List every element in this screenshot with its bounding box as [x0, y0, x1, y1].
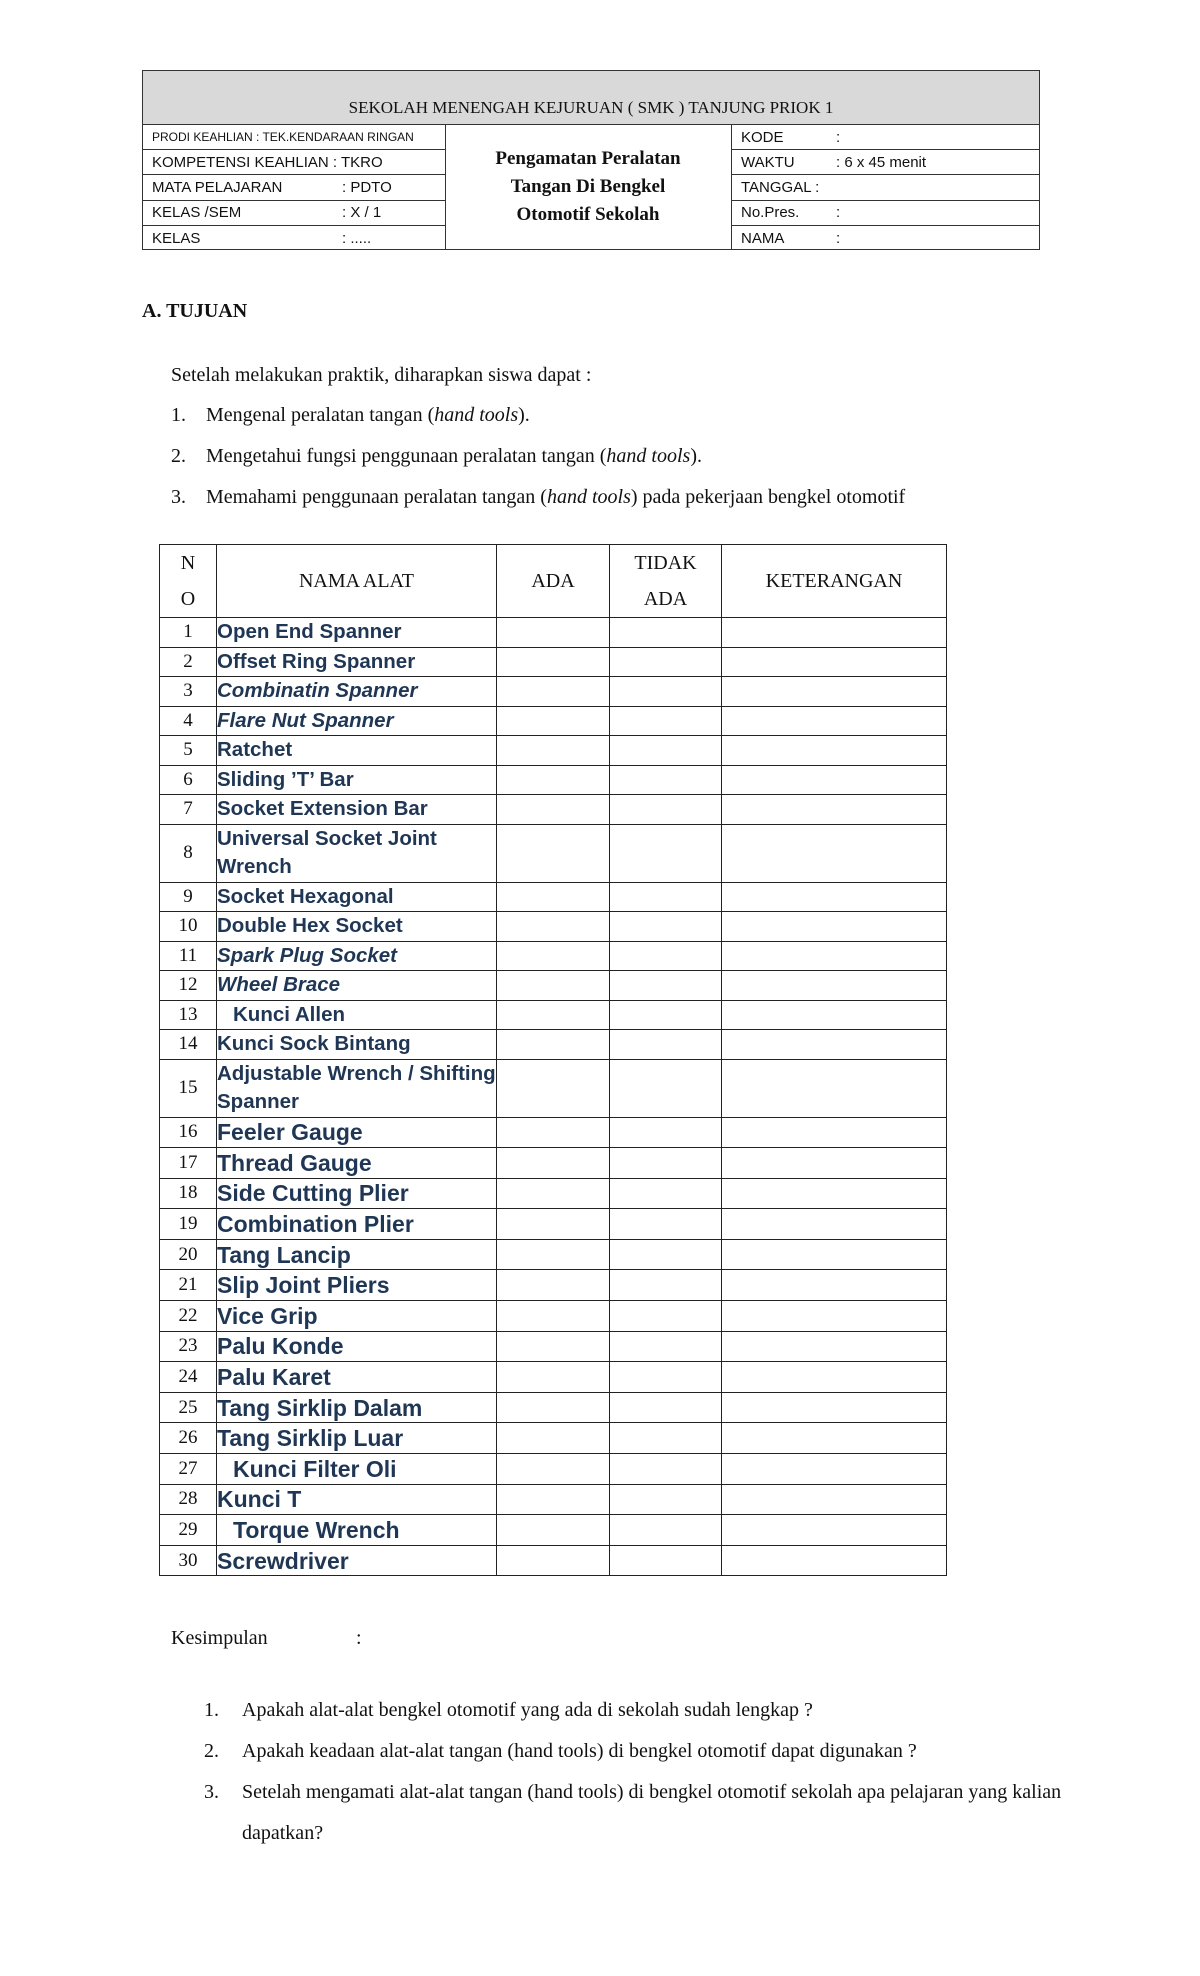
title-line: Pengamatan Peralatan	[495, 148, 681, 169]
tools-table-body	[160, 618, 947, 1576]
header-text: O	[180, 588, 196, 610]
table-row	[160, 1545, 947, 1576]
row-number: 28	[160, 1484, 217, 1515]
header-row-kelas	[143, 226, 445, 251]
keterangan-cell	[722, 736, 947, 766]
ada-cell	[497, 1148, 610, 1179]
question-text: Apakah alat-alat bengkel otomotif yang ada di sekolah sudah lengkap ?	[242, 1699, 813, 1721]
row-number: 16	[160, 1117, 217, 1148]
keterangan-cell	[722, 1331, 947, 1362]
header-key: KELAS	[152, 229, 201, 247]
ada-cell	[497, 1270, 610, 1301]
row-number: 21	[160, 1270, 217, 1301]
objectives-list	[171, 404, 905, 527]
table-row	[160, 1148, 947, 1179]
list-number: 3.	[204, 1781, 219, 1803]
keterangan-cell	[722, 706, 947, 736]
header-value: :	[836, 128, 841, 146]
list-number: 3.	[171, 486, 186, 508]
table-row	[160, 1178, 947, 1209]
row-number: 22	[160, 1301, 217, 1332]
tool-name: Combinatin Spanner	[217, 677, 497, 707]
list-item	[171, 486, 905, 527]
objective-emphasis: hand tools	[546, 486, 631, 508]
tidak-ada-cell	[610, 1515, 722, 1546]
tidak-ada-cell	[610, 677, 722, 707]
ada-cell	[497, 618, 610, 648]
table-row	[160, 1515, 947, 1546]
table-row	[160, 1362, 947, 1393]
row-number: 2	[160, 647, 217, 677]
tool-name: Flare Nut Spanner	[217, 706, 497, 736]
keterangan-cell	[722, 1148, 947, 1179]
tool-name: Kunci T	[217, 1484, 497, 1515]
objective-text: Memahami penggunaan peralatan tangan (	[206, 486, 547, 508]
tidak-ada-cell	[610, 1392, 722, 1423]
keterangan-cell	[722, 1545, 947, 1576]
tidak-ada-cell	[610, 1545, 722, 1576]
keterangan-cell	[722, 1178, 947, 1209]
header-value: : X / 1	[342, 204, 382, 222]
tidak-ada-cell	[610, 647, 722, 677]
row-number: 20	[160, 1239, 217, 1270]
header-row-tanggal	[732, 175, 1039, 200]
table-row	[160, 1209, 947, 1240]
ada-cell	[497, 1209, 610, 1240]
objective-text: Mengetahui fungsi penggunaan peralatan tangan (	[206, 445, 607, 467]
tool-name: Open End Spanner	[217, 618, 497, 648]
ada-cell	[497, 882, 610, 912]
ada-cell	[497, 647, 610, 677]
keterangan-cell	[722, 1301, 947, 1332]
tool-name: Wheel Brace	[217, 971, 497, 1001]
ada-cell	[497, 1059, 610, 1117]
ada-cell	[497, 765, 610, 795]
row-number: 5	[160, 736, 217, 766]
keterangan-cell	[722, 1270, 947, 1301]
tidak-ada-cell	[610, 795, 722, 825]
tool-name: Slip Joint Pliers	[217, 1270, 497, 1301]
tidak-ada-cell	[610, 1301, 722, 1332]
ada-cell	[497, 1331, 610, 1362]
tool-name: Spark Plug Socket	[217, 941, 497, 971]
tidak-ada-cell	[610, 912, 722, 942]
header-row-kompetensi	[143, 150, 445, 175]
ada-cell	[497, 706, 610, 736]
tidak-ada-cell	[610, 736, 722, 766]
table-row	[160, 1270, 947, 1301]
tool-name: Kunci Sock Bintang	[217, 1030, 497, 1060]
table-row	[160, 1454, 947, 1485]
tidak-ada-cell	[610, 1362, 722, 1393]
header-key: TANGGAL :	[741, 178, 820, 196]
tool-name: Combination Plier	[217, 1209, 497, 1240]
tidak-ada-cell	[610, 1117, 722, 1148]
keterangan-cell	[722, 1362, 947, 1393]
table-row	[160, 1117, 947, 1148]
keterangan-cell	[722, 941, 947, 971]
tool-name: Screwdriver	[217, 1545, 497, 1576]
header-key: PRODI KEAHLIAN : TEK.KENDARAAN RINGAN	[152, 130, 414, 145]
row-number: 12	[160, 971, 217, 1001]
list-item	[171, 445, 905, 486]
tidak-ada-cell	[610, 941, 722, 971]
keterangan-cell	[722, 1030, 947, 1060]
table-header-row	[160, 545, 947, 618]
ada-cell	[497, 1484, 610, 1515]
tool-name: Palu Karet	[217, 1362, 497, 1393]
conclusion-colon: :	[356, 1627, 362, 1649]
keterangan-cell	[722, 971, 947, 1001]
tidak-ada-cell	[610, 1331, 722, 1362]
row-number: 23	[160, 1331, 217, 1362]
header-value: :	[836, 229, 841, 247]
keterangan-cell	[722, 1392, 947, 1423]
col-header-no	[160, 545, 217, 618]
keterangan-cell	[722, 1239, 947, 1270]
tool-name: Double Hex Socket	[217, 912, 497, 942]
header-row-kelas-sem	[143, 201, 445, 226]
table-row	[160, 1301, 947, 1332]
ada-cell	[497, 1239, 610, 1270]
list-item	[204, 1690, 1102, 1731]
row-number: 9	[160, 882, 217, 912]
row-number: 6	[160, 765, 217, 795]
ada-cell	[497, 1117, 610, 1148]
keterangan-cell	[722, 618, 947, 648]
keterangan-cell	[722, 677, 947, 707]
tidak-ada-cell	[610, 1454, 722, 1485]
header-row-mata-pelajaran	[143, 175, 445, 200]
tool-name: Socket Extension Bar	[217, 795, 497, 825]
col-header-keterangan: KETERANGAN	[722, 545, 947, 618]
header-text: ADA	[643, 588, 688, 610]
tidak-ada-cell	[610, 1000, 722, 1030]
title-line: Otomotif Sekolah	[516, 204, 660, 225]
tools-table	[159, 544, 947, 1576]
tidak-ada-cell	[610, 1030, 722, 1060]
tool-name: Kunci Filter Oli	[217, 1454, 497, 1485]
header-box	[142, 70, 1040, 250]
keterangan-cell	[722, 1484, 947, 1515]
tidak-ada-cell	[610, 1239, 722, 1270]
keterangan-cell	[722, 1000, 947, 1030]
row-number: 8	[160, 824, 217, 882]
ada-cell	[497, 1030, 610, 1060]
tidak-ada-cell	[610, 1059, 722, 1117]
row-number: 26	[160, 1423, 217, 1454]
row-number: 4	[160, 706, 217, 736]
ada-cell	[497, 1392, 610, 1423]
row-number: 18	[160, 1178, 217, 1209]
col-header-name: NAMA ALAT	[217, 545, 497, 618]
ada-cell	[497, 971, 610, 1001]
tool-name: Tang Sirklip Dalam	[217, 1392, 497, 1423]
objective-emphasis: hand tools	[606, 445, 691, 467]
row-number: 3	[160, 677, 217, 707]
header-row-no-pres	[732, 201, 1039, 226]
question-text: Apakah keadaan alat-alat tangan (hand tools) di bengkel otomotif dapat digunakan ?	[242, 1740, 917, 1762]
row-number: 1	[160, 618, 217, 648]
list-number: 1.	[171, 404, 186, 426]
tool-name: Kunci Allen	[217, 1000, 497, 1030]
table-row	[160, 941, 947, 971]
tool-name: Adjustable Wrench / Shifting Spanner	[217, 1059, 497, 1117]
list-number: 1.	[204, 1699, 219, 1721]
header-left-info	[143, 125, 446, 249]
table-row	[160, 765, 947, 795]
tidak-ada-cell	[610, 706, 722, 736]
row-number: 14	[160, 1030, 217, 1060]
keterangan-cell	[722, 1209, 947, 1240]
keterangan-cell	[722, 1117, 947, 1148]
tool-name: Feeler Gauge	[217, 1117, 497, 1148]
list-item	[171, 404, 905, 445]
table-row	[160, 736, 947, 766]
ada-cell	[497, 677, 610, 707]
conclusion-questions	[204, 1690, 1102, 1854]
header-value: : .....	[342, 229, 372, 247]
keterangan-cell	[722, 824, 947, 882]
ada-cell	[497, 1545, 610, 1576]
table-row	[160, 1000, 947, 1030]
header-key: KOMPETENSI KEAHLIAN : TKRO	[152, 153, 383, 171]
ada-cell	[497, 1301, 610, 1332]
header-row-nama	[732, 226, 1039, 251]
table-row	[160, 1030, 947, 1060]
table-row	[160, 677, 947, 707]
table-row	[160, 1239, 947, 1270]
ada-cell	[497, 1178, 610, 1209]
col-header-ada: ADA	[497, 545, 610, 618]
keterangan-cell	[722, 1454, 947, 1485]
ada-cell	[497, 736, 610, 766]
table-row	[160, 1392, 947, 1423]
tool-name: Socket Hexagonal	[217, 882, 497, 912]
table-row	[160, 1423, 947, 1454]
row-number: 17	[160, 1148, 217, 1179]
tool-name: Vice Grip	[217, 1301, 497, 1332]
keterangan-cell	[722, 765, 947, 795]
tidak-ada-cell	[610, 1148, 722, 1179]
keterangan-cell	[722, 882, 947, 912]
row-number: 29	[160, 1515, 217, 1546]
table-row	[160, 795, 947, 825]
tidak-ada-cell	[610, 1270, 722, 1301]
section-title: A. TUJUAN	[142, 300, 248, 322]
keterangan-cell	[722, 1515, 947, 1546]
header-text: TIDAK	[634, 552, 697, 574]
question-text: Setelah mengamati alat-alat tangan (hand tools) di bengkel otomotif sekolah apa pelajaran yang kalian dapatkan?	[242, 1781, 1062, 1844]
row-number: 25	[160, 1392, 217, 1423]
table-row	[160, 1059, 947, 1117]
header-right-info	[731, 125, 1039, 249]
list-number: 2.	[171, 445, 186, 467]
header-key: MATA PELAJARAN	[152, 178, 283, 196]
keterangan-cell	[722, 912, 947, 942]
tool-name: Thread Gauge	[217, 1148, 497, 1179]
row-number: 13	[160, 1000, 217, 1030]
keterangan-cell	[722, 795, 947, 825]
header-row-prodi	[143, 125, 445, 150]
header-row-kode	[732, 125, 1039, 150]
tidak-ada-cell	[610, 765, 722, 795]
tool-name: Ratchet	[217, 736, 497, 766]
header-key: No.Pres.	[741, 204, 800, 222]
ada-cell	[497, 1000, 610, 1030]
row-number: 30	[160, 1545, 217, 1576]
tidak-ada-cell	[610, 1178, 722, 1209]
list-item	[204, 1731, 1102, 1772]
ada-cell	[497, 1362, 610, 1393]
tidak-ada-cell	[610, 971, 722, 1001]
header-key: KODE	[741, 128, 784, 146]
objective-text: ).	[690, 445, 702, 467]
ada-cell	[497, 912, 610, 942]
header-value: : PDTO	[342, 178, 392, 196]
header-key: WAKTU	[741, 153, 795, 171]
header-key: NAMA	[741, 229, 785, 247]
table-row	[160, 824, 947, 882]
table-row	[160, 882, 947, 912]
ada-cell	[497, 795, 610, 825]
school-name: SEKOLAH MENENGAH KEJURUAN ( SMK ) TANJUNG PRIOK 1	[143, 71, 1039, 125]
header-key: KELAS /SEM	[152, 204, 242, 222]
title-line: Tangan Di Bengkel	[510, 176, 666, 197]
table-row	[160, 912, 947, 942]
keterangan-cell	[722, 647, 947, 677]
tidak-ada-cell	[610, 824, 722, 882]
objective-text: Mengenal peralatan tangan (	[206, 404, 435, 426]
tidak-ada-cell	[610, 1209, 722, 1240]
section-intro: Setelah melakukan praktik, diharapkan siswa dapat :	[171, 364, 592, 386]
keterangan-cell	[722, 1423, 947, 1454]
tidak-ada-cell	[610, 1484, 722, 1515]
table-row	[160, 647, 947, 677]
col-header-tidak-ada	[610, 545, 722, 618]
tool-name: Sliding ’T’ Bar	[217, 765, 497, 795]
tool-name: Tang Sirklip Luar	[217, 1423, 497, 1454]
row-number: 24	[160, 1362, 217, 1393]
tool-name: Torque Wrench	[217, 1515, 497, 1546]
ada-cell	[497, 1454, 610, 1485]
ada-cell	[497, 1423, 610, 1454]
tidak-ada-cell	[610, 1423, 722, 1454]
header-text: N	[180, 552, 196, 574]
ada-cell	[497, 1515, 610, 1546]
row-number: 10	[160, 912, 217, 942]
objective-text: ) pada pekerjaan bengkel otomotif	[630, 486, 906, 508]
tidak-ada-cell	[610, 618, 722, 648]
conclusion-label-row	[171, 1627, 362, 1650]
table-row	[160, 706, 947, 736]
list-item	[204, 1772, 1102, 1854]
tidak-ada-cell	[610, 882, 722, 912]
tool-name: Palu Konde	[217, 1331, 497, 1362]
ada-cell	[497, 941, 610, 971]
ada-cell	[497, 824, 610, 882]
worksheet-title	[445, 125, 731, 249]
keterangan-cell	[722, 1059, 947, 1117]
tool-name: Universal Socket Joint Wrench	[217, 824, 497, 882]
header-value: : 6 x 45 menit	[836, 153, 927, 171]
header-row-waktu	[732, 150, 1039, 175]
table-row	[160, 971, 947, 1001]
conclusion-label: Kesimpulan	[171, 1627, 268, 1649]
objective-emphasis: hand tools	[434, 404, 519, 426]
list-number: 2.	[204, 1740, 219, 1762]
table-row	[160, 618, 947, 648]
row-number: 15	[160, 1059, 217, 1117]
header-value: :	[836, 204, 841, 222]
tool-name: Offset Ring Spanner	[217, 647, 497, 677]
table-row	[160, 1331, 947, 1362]
row-number: 7	[160, 795, 217, 825]
row-number: 11	[160, 941, 217, 971]
row-number: 19	[160, 1209, 217, 1240]
tool-name: Side Cutting Plier	[217, 1178, 497, 1209]
table-row	[160, 1484, 947, 1515]
row-number: 27	[160, 1454, 217, 1485]
objective-text: ).	[518, 404, 530, 426]
tool-name: Tang Lancip	[217, 1239, 497, 1270]
